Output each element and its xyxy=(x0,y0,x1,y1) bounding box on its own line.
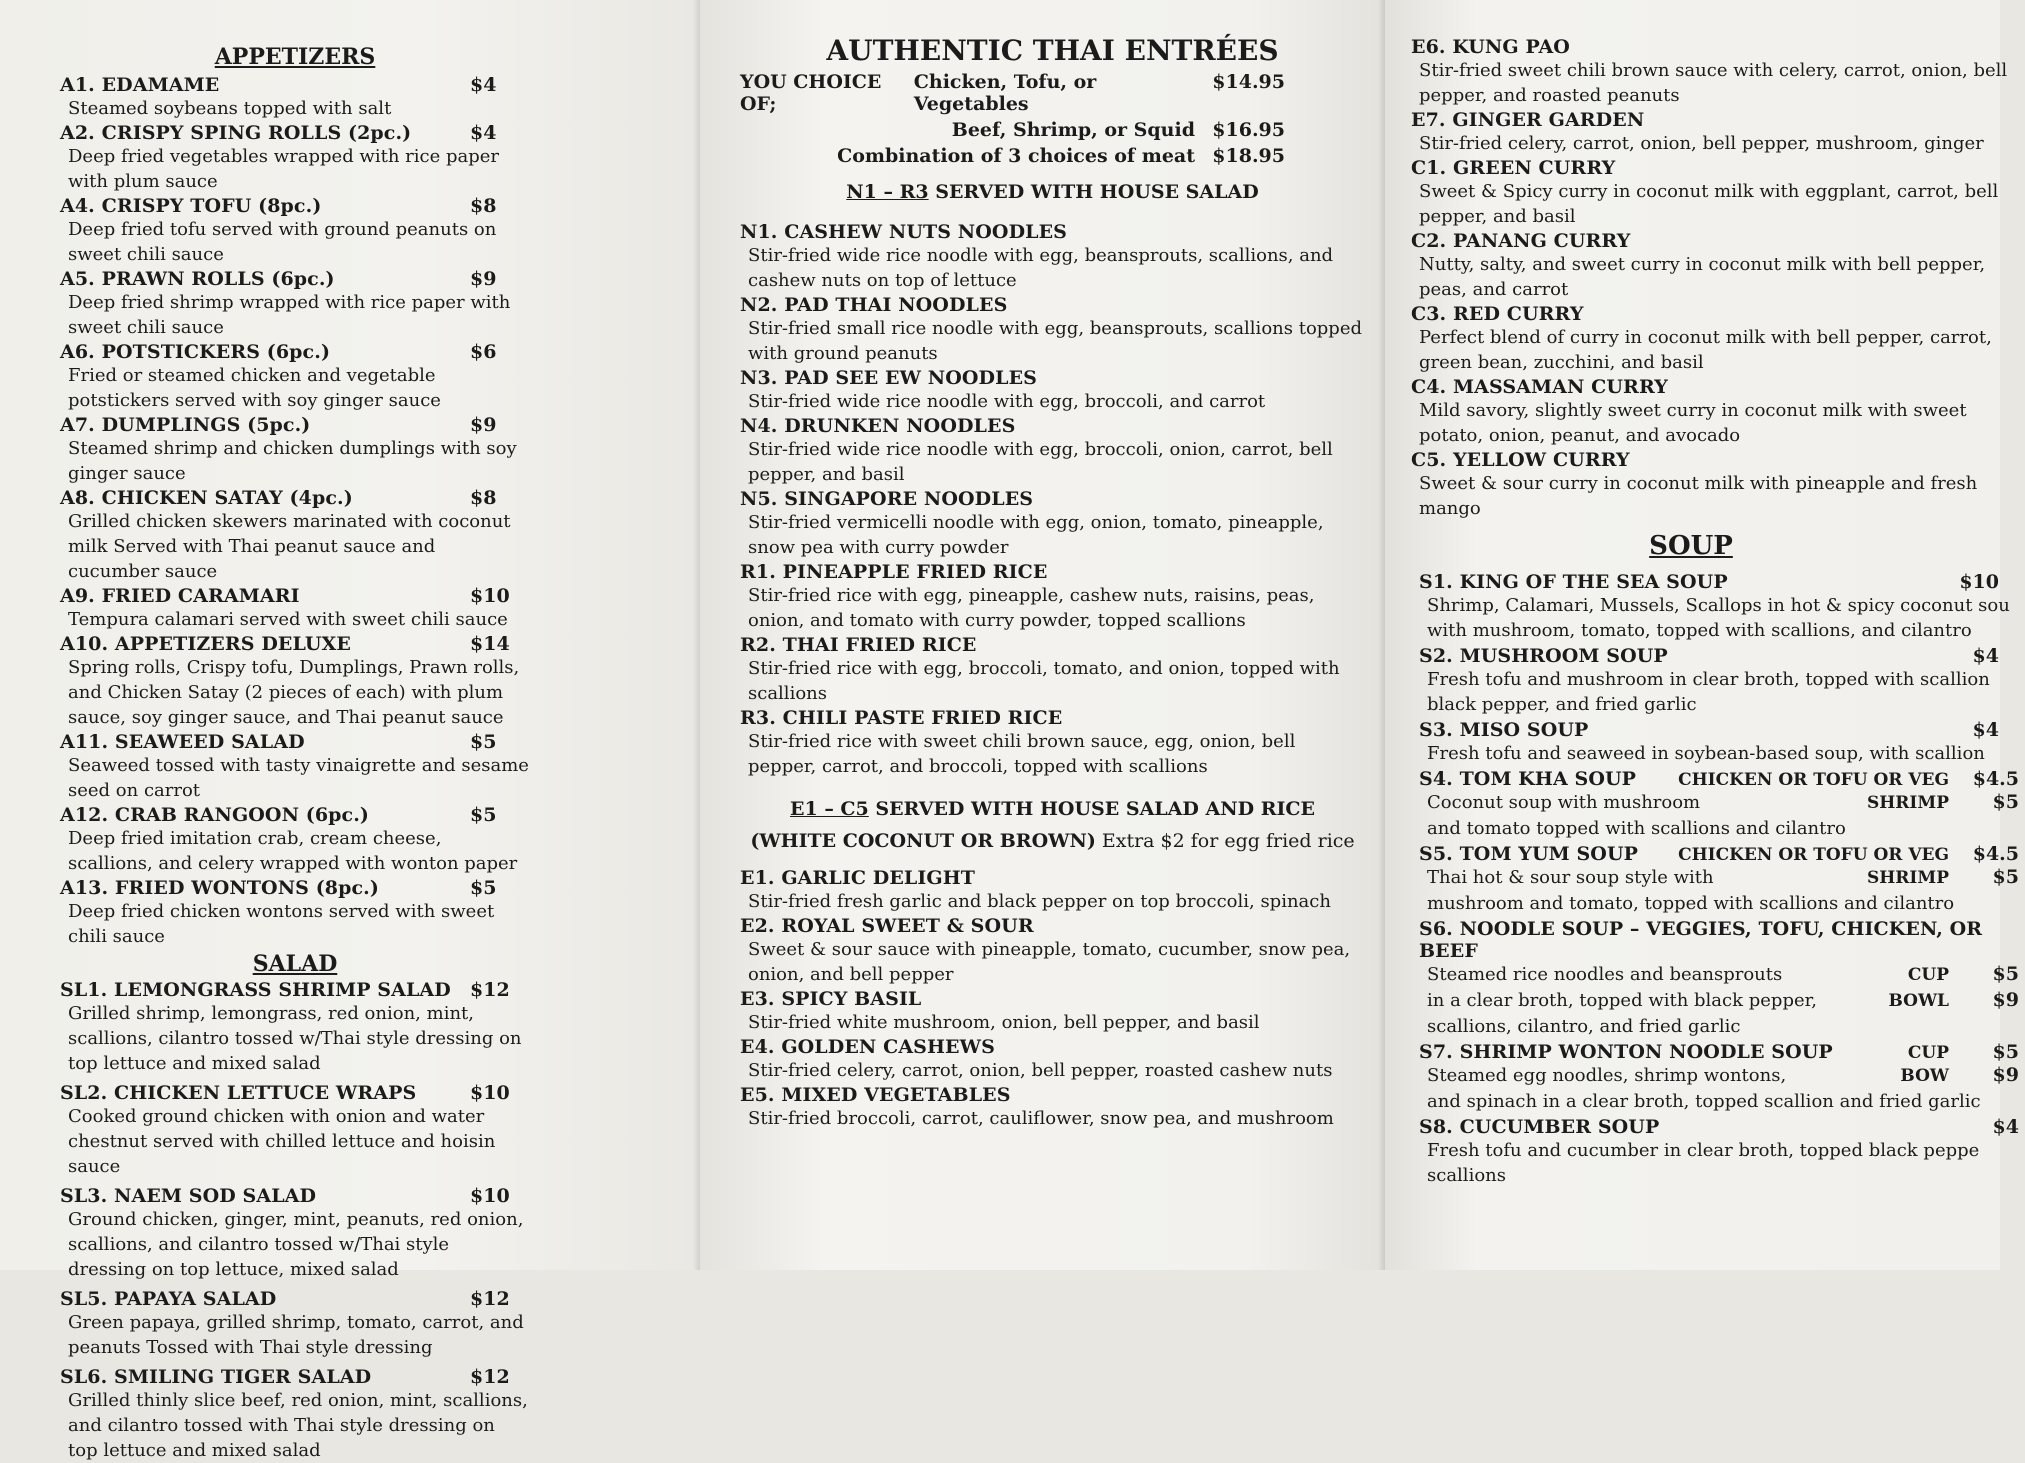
item-name: S8. CUCUMBER SOUP xyxy=(1419,1116,1660,1138)
menu-item xyxy=(1419,1116,2019,1188)
menu-item xyxy=(1411,157,2025,229)
item-price: $8 xyxy=(470,195,497,217)
item-desc: Steamed rice noodles and beansprouts xyxy=(1427,964,1783,985)
item-desc: Shrimp, Calamari, Mussels, Scallops in hot & spicy coconut sou with mushroom, tomato, topped with scallions, and cilantro xyxy=(1427,595,2010,641)
item-name: SL6. SMILING TIGER SALAD xyxy=(60,1366,372,1388)
item-desc: Steamed egg noodles, shrimp wontons, xyxy=(1427,1065,1787,1086)
item-desc: Stir-fried wide rice noodle with egg, broccoli, onion, carrot, bell pepper, and basil xyxy=(748,439,1333,485)
choice-price: $18.95 xyxy=(1212,145,1285,167)
soup-title: SOUP xyxy=(1649,531,1733,561)
menu-item xyxy=(740,1036,1365,1083)
menu-item xyxy=(1419,1041,2019,1114)
item-price: $12 xyxy=(470,1366,510,1388)
menu-item xyxy=(740,221,1365,293)
menu-item xyxy=(1419,843,2019,916)
item-desc: Steamed shrimp and chicken dumplings with soy ginger sauce xyxy=(68,438,517,484)
item-price: $5 xyxy=(470,731,497,753)
item-name: A2. CRISPY SPING ROLLS (2pc.) xyxy=(60,122,412,144)
menu-item xyxy=(1411,303,2025,375)
item-desc: Stir-fried wide rice noodle with egg, beansprouts, scallions, and cashew nuts on top of lettuce xyxy=(748,245,1334,291)
item-price: $10 xyxy=(1959,571,1999,593)
item-desc: Tempura calamari served with sweet chili sauce xyxy=(68,609,508,630)
item-name: A7. DUMPLINGS (5pc.) xyxy=(60,414,311,436)
item-desc: Stir-fried rice with egg, pineapple, cashew nuts, raisins, peas, onion, and tomato with curry powder, topped scallions xyxy=(748,585,1315,631)
noodle-rice-heading xyxy=(740,181,1365,203)
item-price: $4 xyxy=(470,74,497,96)
item-name: R3. CHILI PASTE FRIED RICE xyxy=(740,707,1063,729)
menu-item xyxy=(60,122,530,194)
noodle-heading-text: SERVED WITH HOUSE SALAD xyxy=(928,181,1259,203)
item-desc: Stir-fried fresh garlic and black pepper on top broccoli, spinach xyxy=(748,891,1331,912)
menu-item xyxy=(1411,376,2025,448)
item-name: R1. PINEAPPLE FRIED RICE xyxy=(740,561,1048,583)
menu-item xyxy=(60,1082,530,1179)
item-name: E4. GOLDEN CASHEWS xyxy=(740,1036,995,1058)
menu-item xyxy=(60,731,530,803)
item-name: SL3. NAEM SOD SALAD xyxy=(60,1185,317,1207)
item-name: N3. PAD SEE EW NOODLES xyxy=(740,367,1037,389)
item-desc: Deep fried imitation crab, cream cheese, scallions, and celery wrapped with wonton paper xyxy=(68,828,518,874)
choice-price: $16.95 xyxy=(1212,119,1285,141)
salad-title: SALAD xyxy=(252,951,338,977)
menu-item xyxy=(1411,36,2025,108)
menu-item xyxy=(60,414,530,486)
menu-panel-right xyxy=(1385,0,2019,1270)
item-name: S4. TOM KHA SOUP xyxy=(1419,768,1637,790)
item-name: A6. POTSTICKERS (6pc.) xyxy=(60,341,331,363)
item-desc: Stir-fried rice with sweet chili brown sauce, egg, onion, bell pepper, carrot, and broccoli, topped with scallions xyxy=(748,731,1296,777)
item-price: $4.5 xyxy=(1972,843,2019,865)
item-price: $10 xyxy=(470,1082,510,1104)
item-price: $9 xyxy=(1992,989,2019,1011)
item-name: A4. CRISPY TOFU (8pc.) xyxy=(60,195,322,217)
item-desc: Sweet & sour curry in coconut milk with pineapple and fresh mango xyxy=(1419,473,1978,519)
choice-price: $14.95 xyxy=(1212,71,1285,93)
menu-item xyxy=(60,1185,530,1282)
item-desc: Stir-fried celery, carrot, onion, bell pepper, mushroom, ginger xyxy=(1419,133,1984,154)
item-desc: Stir-fried vermicelli noodle with egg, onion, tomato, pineapple, snow pea with curry powder xyxy=(748,512,1324,558)
item-name: A13. FRIED WONTONS (8pc.) xyxy=(60,877,379,899)
item-desc: Spring rolls, Crispy tofu, Dumplings, Prawn rolls, and Chicken Satay (2 pieces of each) with plum sauce, soy ginger sauce, and Thai peanut sauce xyxy=(68,657,520,728)
item-price: $8 xyxy=(470,487,497,509)
menu-item xyxy=(740,707,1365,779)
item-desc: scallions, cilantro, and fried garlic xyxy=(1427,1016,1741,1037)
item-option: CUP xyxy=(1907,1043,1949,1063)
item-price: $9 xyxy=(1992,1064,2019,1086)
item-price: $5 xyxy=(470,877,497,899)
item-desc: Deep fried shrimp wrapped with rice paper with sweet chili sauce xyxy=(68,292,511,338)
choice-prefix: YOU CHOICE OF; xyxy=(740,71,882,115)
menu-item xyxy=(740,915,1365,987)
menu-item xyxy=(740,561,1365,633)
item-option: BOWL xyxy=(1888,991,1949,1011)
item-desc: Coconut soup with mushroom xyxy=(1427,792,1701,813)
item-price: $12 xyxy=(470,979,510,1001)
item-option: SHRIMP xyxy=(1866,868,1949,888)
item-desc: Fresh tofu and cucumber in clear broth, topped black peppe scallions xyxy=(1427,1140,1980,1186)
item-name: C2. PANANG CURRY xyxy=(1411,230,1631,252)
item-desc: Stir-fried rice with egg, broccoli, tomato, and onion, topped with scallions xyxy=(748,658,1340,704)
choice-label: Chicken, Tofu, or Vegetables xyxy=(913,71,1097,115)
item-desc: Fried or steamed chicken and vegetable potstickers served with soy ginger sauce xyxy=(68,365,441,411)
entree-choices xyxy=(740,71,1365,167)
menu-item xyxy=(740,488,1365,560)
menu-item xyxy=(1411,230,2025,302)
item-desc: Cooked ground chicken with onion and water chestnut served with chilled lettuce and hoisin sauce xyxy=(68,1106,496,1177)
item-desc: Perfect blend of curry in coconut milk with bell pepper, carrot, green bean, zucchini, and basil xyxy=(1419,327,1992,373)
item-name: S7. SHRIMP WONTON NOODLE SOUP xyxy=(1419,1041,1833,1063)
item-desc: Grilled shrimp, lemongrass, red onion, mint, scallions, cilantro tossed w/Thai style dressing on top lettuce and mixed salad xyxy=(68,1003,522,1074)
item-price: $9 xyxy=(470,268,497,290)
item-name: E6. KUNG PAO xyxy=(1411,36,1570,58)
item-price: $9 xyxy=(470,414,497,436)
menu-item xyxy=(740,1084,1365,1131)
item-desc: Mild savory, slightly sweet curry in coconut milk with sweet potato, onion, peanut, and avocado xyxy=(1419,400,1967,446)
item-option: CHICKEN OR TOFU OR VEG xyxy=(1678,845,1949,865)
menu-item xyxy=(740,415,1365,487)
item-price: $5 xyxy=(1992,1041,2019,1063)
item-name: N4. DRUNKEN NOODLES xyxy=(740,415,1016,437)
item-desc: Fresh tofu and mushroom in clear broth, topped with scallion black pepper, and fried garlic xyxy=(1427,669,1990,715)
menu-item xyxy=(740,294,1365,366)
menu-item xyxy=(60,585,530,632)
menu-item xyxy=(1419,719,2019,766)
menu-item xyxy=(1411,109,2025,156)
item-price: $4 xyxy=(1992,1116,2019,1138)
item-name: N1. CASHEW NUTS NOODLES xyxy=(740,221,1068,243)
menu-item xyxy=(740,867,1365,914)
item-name: S3. MISO SOUP xyxy=(1419,719,1589,741)
item-price: $4.5 xyxy=(1972,768,2019,790)
item-desc: Deep fried tofu served with ground peanuts on sweet chili sauce xyxy=(68,219,497,265)
ec-heading-text: SERVED WITH HOUSE SALAD AND RICE xyxy=(868,798,1315,820)
menu-item xyxy=(60,74,530,121)
entrees-title: AUTHENTIC THAI ENTRÉES xyxy=(826,34,1279,67)
item-desc: Nutty, salty, and sweet curry in coconut milk with bell pepper, peas, and carrot xyxy=(1419,254,1986,300)
item-price: $4 xyxy=(1972,719,1999,741)
item-price: $5 xyxy=(1992,791,2019,813)
item-option: SHRIMP xyxy=(1866,793,1949,813)
menu-item xyxy=(740,988,1365,1035)
noodle-range: N1 – R3 xyxy=(846,181,929,203)
item-desc: and tomato topped with scallions and cilantro xyxy=(1427,818,1846,839)
item-price: $4 xyxy=(1972,645,1999,667)
menu-item xyxy=(60,195,530,267)
menu-item xyxy=(60,341,530,413)
item-desc: Sweet & sour sauce with pineapple, tomato, cucumber, snow pea, onion, and bell pepper xyxy=(748,939,1351,985)
item-price: $14 xyxy=(470,633,510,655)
item-name: A8. CHICKEN SATAY (4pc.) xyxy=(60,487,353,509)
item-name: R2. THAI FRIED RICE xyxy=(740,634,977,656)
item-name: E5. MIXED VEGETABLES xyxy=(740,1084,1011,1106)
item-desc: Stir-fried celery, carrot, onion, bell pepper, roasted cashew nuts xyxy=(748,1060,1333,1081)
item-name: A5. PRAWN ROLLS (6pc.) xyxy=(60,268,335,290)
item-price: $10 xyxy=(470,585,510,607)
salad-section xyxy=(60,951,530,1463)
menu-item xyxy=(60,1288,530,1360)
item-desc: Sweet & Spicy curry in coconut milk with eggplant, carrot, bell pepper, and basil xyxy=(1419,181,1999,227)
noodles-list xyxy=(740,221,1365,779)
ec-rice-choice: (WHITE COCONUT OR BROWN) xyxy=(750,830,1096,852)
item-desc: Fresh tofu and seaweed in soybean-based soup, with scallion xyxy=(1427,743,1985,764)
item-desc: Stir-fried wide rice noodle with egg, broccoli, and carrot xyxy=(748,391,1266,412)
menu-item xyxy=(60,268,530,340)
appetizers-title: APPETIZERS xyxy=(214,44,376,70)
item-name: N2. PAD THAI NOODLES xyxy=(740,294,1008,316)
item-name: A11. SEAWEED SALAD xyxy=(60,731,305,753)
item-price: $4 xyxy=(470,122,497,144)
item-desc: Deep fried vegetables wrapped with rice paper with plum sauce xyxy=(68,146,499,192)
item-desc: Deep fried chicken wontons served with sweet chili sauce xyxy=(68,901,495,947)
menu-item xyxy=(740,367,1365,414)
menu-item xyxy=(60,979,530,1076)
soup-section xyxy=(1411,571,2019,1188)
item-name: C5. YELLOW CURRY xyxy=(1411,449,1630,471)
item-option: CUP xyxy=(1907,965,1949,985)
appetizers-section xyxy=(60,44,530,949)
menu-panel-middle xyxy=(700,0,1385,1270)
item-price: $6 xyxy=(470,341,497,363)
item-option: BOW xyxy=(1900,1066,1949,1086)
item-name: E2. ROYAL SWEET & SOUR xyxy=(740,915,1034,937)
menu-item xyxy=(60,877,530,949)
entree-curry-heading xyxy=(740,793,1365,857)
item-name: C1. GREEN CURRY xyxy=(1411,157,1616,179)
menu-item xyxy=(1419,571,2019,643)
choice-label: Combination of 3 choices of meat xyxy=(837,145,1195,167)
item-name: S6. NOODLE SOUP – VEGGIES, TOFU, CHICKEN, OR BEEF xyxy=(1419,918,1983,962)
item-desc: Seaweed tossed with tasty vinaigrette and sesame seed on carrot xyxy=(68,755,529,801)
item-price: $5 xyxy=(470,804,497,826)
entree-curry-list xyxy=(1411,36,2025,521)
item-desc: Green papaya, grilled shrimp, tomato, carrot, and peanuts Tossed with Thai style dressing xyxy=(68,1312,524,1358)
item-price: $10 xyxy=(470,1185,510,1207)
menu-item xyxy=(60,487,530,584)
choice-label: Beef, Shrimp, or Squid xyxy=(951,119,1195,141)
item-name: C3. RED CURRY xyxy=(1411,303,1584,325)
menu-item xyxy=(1419,918,2019,1039)
item-name: N5. SINGAPORE NOODLES xyxy=(740,488,1034,510)
item-desc: mushroom and tomato, topped with scallions and cilantro xyxy=(1427,893,1955,914)
item-desc: and spinach in a clear broth, topped scallion and fried garlic xyxy=(1427,1091,1981,1112)
item-price: $12 xyxy=(470,1288,510,1310)
menu-panel-left xyxy=(0,0,700,1461)
item-option: CHICKEN OR TOFU OR VEG xyxy=(1678,770,1949,790)
item-name: C4. MASSAMAN CURRY xyxy=(1411,376,1668,398)
item-name: SL5. PAPAYA SALAD xyxy=(60,1288,277,1310)
item-desc: Thai hot & sour soup style with xyxy=(1427,867,1714,888)
item-name: E7. GINGER GARDEN xyxy=(1411,109,1645,131)
menu-item xyxy=(60,633,530,730)
item-price: $5 xyxy=(1992,963,2019,985)
item-desc: Grilled chicken skewers marinated with coconut milk Served with Thai peanut sauce and cucumber sauce xyxy=(68,511,511,582)
item-desc: Stir-fried broccoli, carrot, cauliflower, snow pea, and mushroom xyxy=(748,1108,1334,1129)
ec-extra: Extra $2 for egg fried rice xyxy=(1095,830,1355,852)
menu-item xyxy=(60,1366,530,1463)
entree-list xyxy=(740,867,1365,1131)
menu-item xyxy=(60,804,530,876)
item-desc: Ground chicken, ginger, mint, peanuts, red onion, scallions, and cilantro tossed w/Thai style dressing on top lettuce, mixed salad xyxy=(68,1209,524,1280)
item-desc: Steamed soybeans topped with salt xyxy=(68,98,392,119)
item-desc: Stir-fried white mushroom, onion, bell pepper, and basil xyxy=(748,1012,1260,1033)
item-name: S1. KING OF THE SEA SOUP xyxy=(1419,571,1728,593)
item-name: A12. CRAB RANGOON (6pc.) xyxy=(60,804,370,826)
item-name: E3. SPICY BASIL xyxy=(740,988,922,1010)
menu-item xyxy=(740,634,1365,706)
item-desc: in a clear broth, topped with black pepper, xyxy=(1427,990,1817,1011)
item-name: SL1. LEMONGRASS SHRIMP SALAD xyxy=(60,979,451,1001)
item-name: A9. FRIED CARAMARI xyxy=(60,585,300,607)
item-name: A1. EDAMAME xyxy=(60,74,220,96)
menu-item xyxy=(1411,449,2025,521)
ec-range: E1 – C5 xyxy=(790,798,869,820)
item-name: S2. MUSHROOM SOUP xyxy=(1419,645,1668,667)
item-desc: Stir-fried small rice noodle with egg, beansprouts, scallions topped with ground peanuts xyxy=(748,318,1362,364)
item-name: S5. TOM YUM SOUP xyxy=(1419,843,1639,865)
menu-item xyxy=(1419,768,2019,841)
item-desc: Stir-fried sweet chili brown sauce with celery, carrot, onion, bell pepper, and roasted peanuts xyxy=(1419,60,2008,106)
item-price: $5 xyxy=(1992,866,2019,888)
item-name: A10. APPETIZERS DELUXE xyxy=(60,633,351,655)
item-name: SL2. CHICKEN LETTUCE WRAPS xyxy=(60,1082,417,1104)
menu-item xyxy=(1419,645,2019,717)
item-name: E1. GARLIC DELIGHT xyxy=(740,867,975,889)
item-desc: Grilled thinly slice beef, red onion, mint, scallions, and cilantro tossed with Thai style dressing on top lettuce and mixed salad xyxy=(68,1390,528,1461)
